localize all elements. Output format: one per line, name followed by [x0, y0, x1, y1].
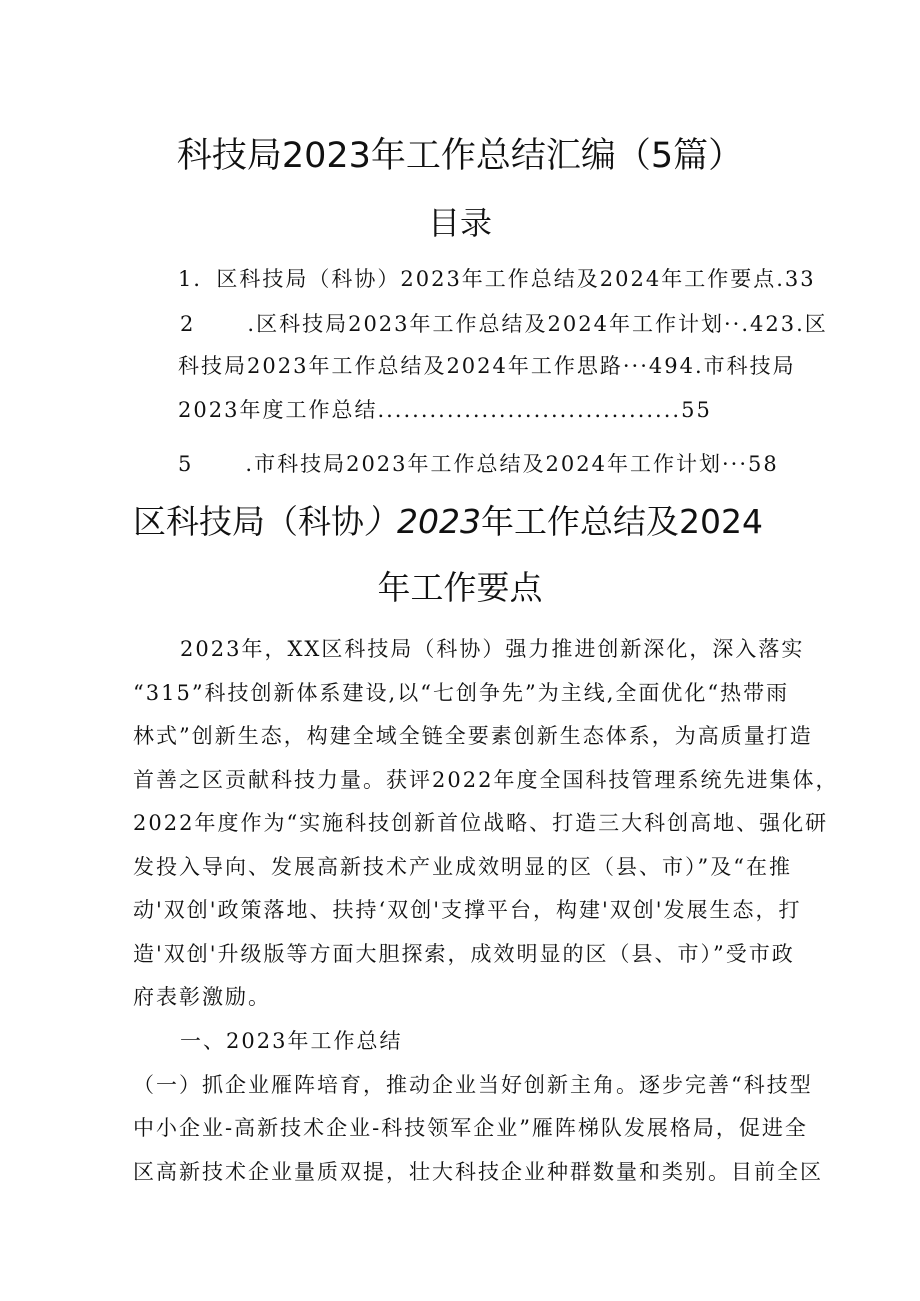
paragraph-line: 造'双创'升级版等方面大胆探索，成效明显的区（县、市）”受市政 [133, 942, 795, 966]
paragraph-line: 2022年度作为“实施科技创新首位战略、打造三大科创高地、强化研 [133, 811, 829, 835]
paragraph-line: 中小企业-高新技术企业-科技领军企业”雁阵梯队发展格局，促进全 [133, 1116, 808, 1140]
paragraph-line: 府表彰激励。 [133, 985, 271, 1009]
section-title-part-b: ）2023 [364, 502, 481, 541]
section-heading-1: 一、2023年工作总结 [180, 1029, 403, 1053]
paragraph-line: 区高新技术企业量质双提，壮大科技企业种群数量和类别。目前全区 [133, 1160, 823, 1184]
toc-line-2: 2 .区科技局2023年工作总结及2024年工作计划··.423.区 [180, 312, 828, 336]
section-title-part-a: 区科技局（科协 [133, 502, 364, 541]
document-title: 科技局2023年工作总结汇编（5篇） [176, 136, 744, 176]
toc-line-5: 5 .市科技局2023年工作总结及2024年工作计划···58 [178, 452, 779, 476]
paragraph-line: “315”科技创新体系建设,以“七创争先”为主线,全面优化“热带雨 [133, 681, 790, 705]
toc-line-4: 2023年度工作总结...................................55 [178, 398, 712, 422]
toc-heading: 目录 [427, 204, 492, 242]
section-subtitle: 年工作要点 [377, 568, 543, 607]
section-title-part-c: 年工作总结及2024 [480, 502, 763, 541]
paragraph-line: 林式”创新生态，构建全域全链全要素创新生态体系，为高质量打造 [133, 724, 813, 748]
paragraph-line: 发投入导向、发展高新技术产业成效明显的区（县、市）”及“在推 [133, 855, 792, 879]
paragraph-line: 动'双创'政策落地、扶持‘双创'支撑平台，构建'双创'发展生态，打 [133, 898, 802, 922]
paragraph-line: 2023年，XX区科技局（科协）强力推进创新深化，深入落实 [180, 637, 805, 661]
paragraph-line: （一）抓企业雁阵培育，推动企业当好创新主角。逐步完善“科技型 [133, 1073, 813, 1097]
section-title [133, 496, 763, 543]
toc-line-3: 科技局2023年工作总结及2024年工作思路···494.市科技局 [178, 354, 796, 378]
toc-line-1: 1．区科技局（科协）2023年工作总结及2024年工作要点.33 [178, 267, 816, 291]
paragraph-line: 首善之区贡献科技力量。获评2022年度全国科技管理系统先进集体， [133, 768, 839, 792]
